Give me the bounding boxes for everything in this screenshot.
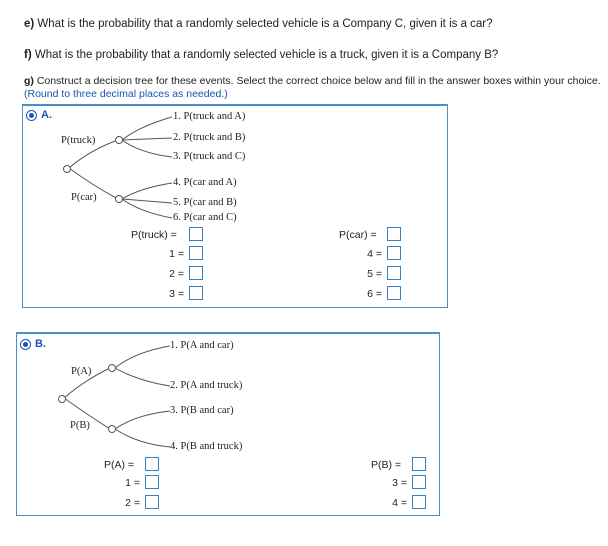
question-g-text: Construct a decision tree for these events. Select the correct choice below and fill in the answer boxes within your choice. (33, 75, 601, 87)
answer-p-truck-label: P(truck) = (131, 229, 177, 241)
answer-b2-box[interactable] (145, 495, 159, 509)
tree-b-branch-4: 4. P(B and truck) (170, 441, 243, 452)
answer-b1-label: 1 = (125, 477, 140, 489)
answer-b1-box[interactable] (145, 475, 159, 489)
answer-p-a-label: P(A) = (104, 459, 135, 471)
tree-a-branch-5: 5. P(car and B) (173, 197, 237, 208)
tree-b-branch-1: 1. P(A and car) (170, 340, 234, 351)
tree-b-b-node (109, 426, 116, 433)
tree-a-branch-2: 2. P(truck and B) (173, 132, 246, 143)
tree-a-node-truck-label: P(truck) (61, 135, 96, 146)
rounding-note: (Round to three decimal places as needed.) (24, 88, 228, 100)
tree-b-edge-4 (115, 429, 170, 447)
answer-b3-label: 3 = (392, 477, 407, 489)
question-e-text: What is the probability that a randomly selected vehicle is a Company C, given it is a car? (34, 18, 493, 30)
option-a-label[interactable]: A. (41, 109, 52, 121)
answer-a6-label: 6 = (367, 288, 382, 300)
answer-b3-box[interactable] (412, 475, 426, 489)
tree-b-edge-2 (115, 368, 170, 386)
option-b-label[interactable]: B. (35, 338, 46, 350)
answer-b4-label: 4 = (392, 497, 407, 509)
question-f-text: What is the probability that a randomly selected vehicle is a truck, given it is a Company B? (31, 49, 499, 61)
tree-b-edge-3 (115, 411, 170, 429)
tree-b-branch-2: 2. P(A and truck) (170, 380, 243, 391)
tree-a-branch-3: 3. P(truck and C) (173, 151, 246, 162)
answer-p-b-box[interactable] (412, 457, 426, 471)
answer-a3-label: 3 = (169, 288, 184, 300)
tree-a-node-car-label: P(car) (71, 192, 97, 203)
tree-b-root-node (59, 396, 66, 403)
tree-a-branch-1: 1. P(truck and A) (173, 111, 246, 122)
tree-b-node-a-label: P(A) (71, 366, 92, 377)
answer-a5-label: 5 = (367, 268, 382, 280)
question-f-prefix: f) (24, 49, 32, 61)
tree-b-node-b-label: P(B) (70, 420, 90, 431)
answer-a1-label: 1 = (169, 248, 184, 260)
answer-b4-box[interactable] (412, 495, 426, 509)
answer-a2-label: 2 = (169, 268, 184, 280)
question-e-prefix: e) (24, 18, 35, 30)
answer-b2-label: 2 = (125, 497, 140, 509)
question-g-prefix: g) (24, 75, 34, 87)
tree-b-edge-1 (115, 346, 170, 368)
answer-a4-label: 4 = (367, 248, 382, 260)
answer-p-a-box[interactable] (145, 457, 159, 471)
tree-b-a-node (109, 365, 116, 372)
tree-a-branch-4: 4. P(car and A) (173, 177, 237, 188)
answer-p-b-label: P(B) = (371, 459, 402, 471)
answer-p-car-label: P(car) = (339, 229, 377, 241)
tree-b-branch-3: 3. P(B and car) (170, 405, 234, 416)
tree-a-branch-6: 6. P(car and C) (173, 212, 237, 223)
